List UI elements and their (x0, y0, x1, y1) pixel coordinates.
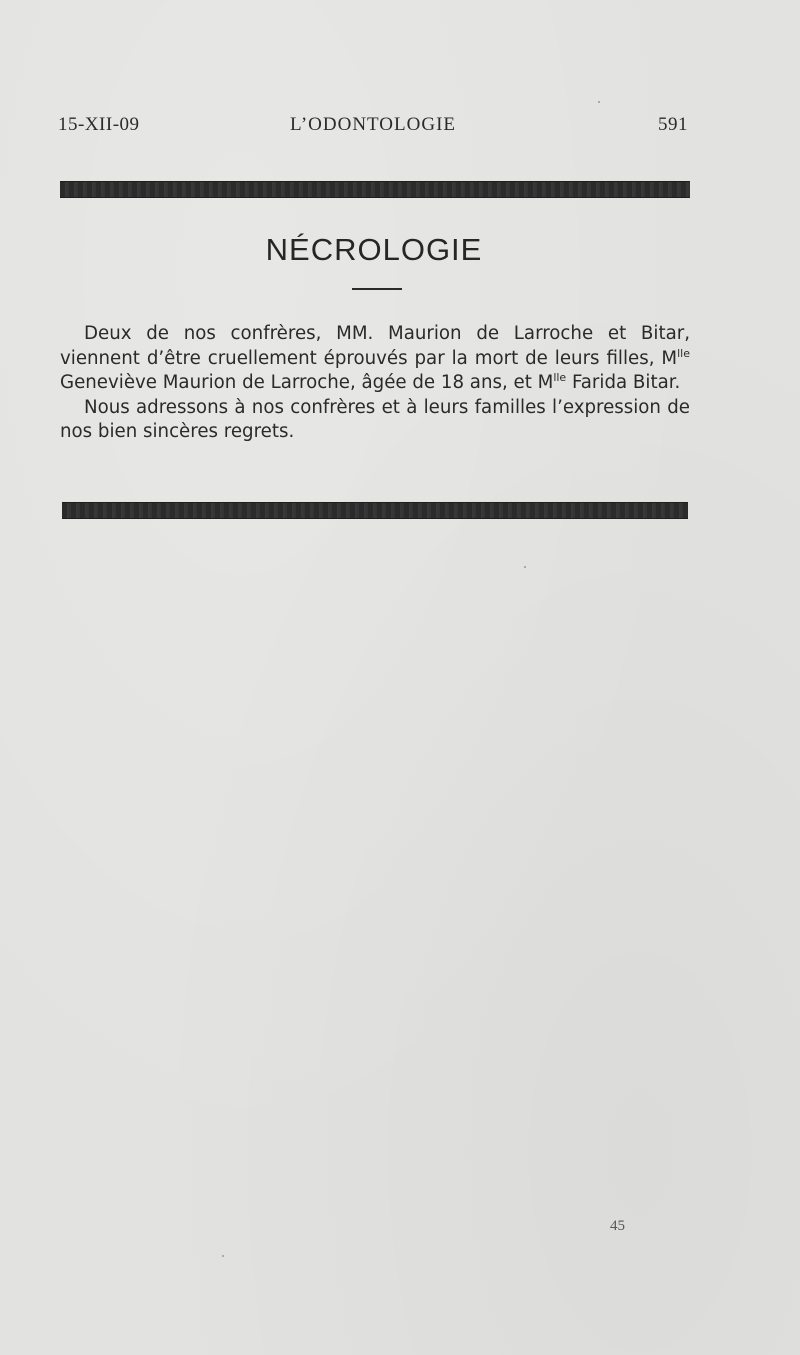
paragraph-condolences: Nous adressons à nos confrères et à leurs familles l’expression de nos bien sincères regrets. (60, 396, 690, 442)
issue-date: 15-XII-09 (58, 114, 140, 135)
title-underline (352, 288, 402, 290)
paragraph-text: Deux de nos confrères, MM. Maurion de Larroche et Bitar, viennent d’être cruellement éprouvés par la mort de leurs filles, M (60, 323, 690, 369)
superscript-abbr: lle (553, 371, 567, 384)
signature-mark: 45 (610, 1218, 625, 1234)
top-ornamental-rule (60, 181, 690, 198)
paper-speck (598, 101, 600, 103)
bottom-ornamental-rule (62, 502, 688, 519)
journal-title: L’ODONTOLOGIE (289, 114, 457, 135)
section-title: NÉCROLOGIE (265, 232, 483, 267)
paper-speck (222, 1255, 224, 1257)
running-head (58, 114, 688, 138)
page-number: 591 (658, 114, 688, 135)
superscript-abbr: lle (677, 346, 690, 360)
paragraph-text: Farida Bitar. (566, 372, 681, 393)
paragraph-text: Geneviève Maurion de Larroche, âgée de 18 ans, et M (60, 372, 554, 393)
paper-speck (524, 566, 526, 568)
paragraph-announcement (60, 322, 690, 396)
article-body (60, 322, 690, 445)
